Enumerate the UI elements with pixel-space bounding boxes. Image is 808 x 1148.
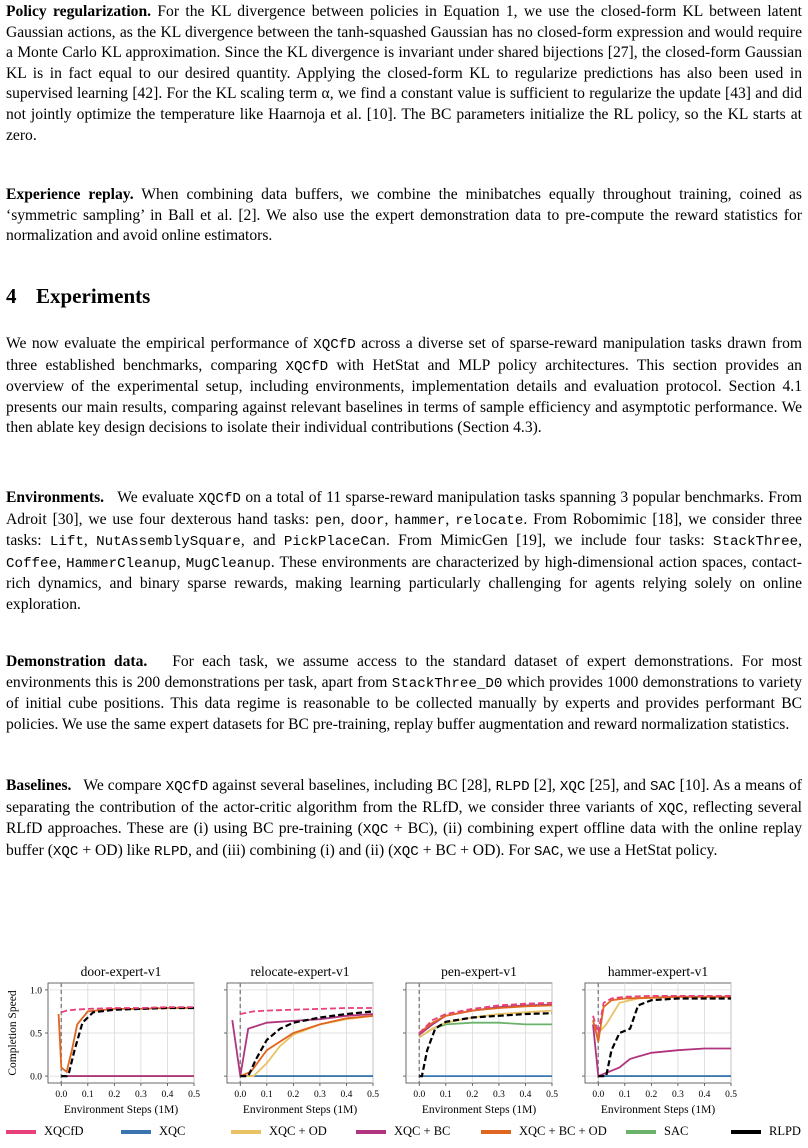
legend-label: RLPD [769,1124,801,1138]
x-tick-label: 0.2 [466,1090,479,1100]
x-axis-label: Environment Steps (1M) [63,1104,179,1116]
task-name: hammer [394,512,446,529]
method-name: XQC [362,822,389,839]
paragraph-title: Demonstration data. [6,653,148,670]
task-name: Lift [49,534,84,551]
text-span: For each task, we assume access to the standard dataset of expert demonstrations. For most environments this is 200 demonstrations per task, apart from [6,653,802,691]
task-name: door [350,512,385,529]
method-name: SAC [533,843,560,860]
text-span: [25], and [585,777,651,794]
text-span: . These environments are characterized by high-dimensional action spaces, contact-rich dynamics, and binary sparse rewards, making learning particularly challenging for agents relying solely on online exploration. [6,553,802,613]
paragraph-title: Environments. [6,489,105,506]
x-tick-label: 0.3 [313,1090,326,1100]
task-name: relocate [455,512,524,529]
panel-title: relocate-expert-v1 [250,964,350,979]
legend-label: SAC [664,1124,689,1138]
text-span: and [253,532,284,550]
figure-legend [0,1124,808,1142]
paragraph-title: Experience replay. [6,186,134,203]
y-tick-label: 1.0 [30,986,42,997]
x-tick-label: 0.5 [546,1090,558,1100]
x-tick-label: 0.0 [55,1090,68,1100]
text-span: on a total of 11 sparse-reward manipulation tasks spanning 3 popular benchmarks. From Adroit [30], we use four dexterous hand tasks: [6,489,802,528]
method-name: RLPD [495,779,530,795]
text-span: . From Robomimic [18], we consider three tasks: [6,510,803,550]
text-span: We evaluate [117,489,199,506]
method-name: XQC [658,800,684,817]
legend-swatch [121,1130,151,1134]
legend-item [731,1124,801,1139]
y-axis-label: Completion Speed [7,990,19,1076]
paragraph-title: Policy regularization. [6,3,152,20]
method-name: XQCfD [313,337,356,353]
y-tick-label: 0.5 [30,1029,42,1040]
method-name: XQC [52,843,79,860]
legend-label: XQC + BC + OD [519,1124,607,1138]
x-tick-label: 0.1 [260,1090,273,1100]
task-name: PickPlaceCan [283,534,386,551]
panel-title: pen-expert-v1 [441,964,517,979]
paragraph-title: Baselines. [6,777,72,794]
environments-paragraph: Environments. We evaluate XQCfD on a total of 11 sparse-reward manipulation tasks spanning 3 popular benchmarks. From Adroit [30], we use four dexterous hand tasks: pen, door, hammer, relocate. From Robomimic [18], we consider three tasks: Lift, NutAssemblySquare, and PickPlaceCan. From MimicGen [19], we include four tasks: StackThree, Coffee, HammerCleanup, MugCleanup. These environments are characterized by high-dimensional action spaces, contact-rich dynamics, and binary sparse rewards, making learning particularly challenging for agents relying solely on online exploration. [6,489,803,613]
task-name: Coffee [6,555,58,572]
x-tick-label: 0.5 [367,1090,379,1100]
method-name: XQCfD [198,491,241,507]
x-tick-label: 0.4 [519,1090,532,1100]
x-axis-label: Environment Steps (1M) [242,1104,358,1116]
experience-replay-paragraph [6,185,802,247]
text-span: We compare [79,777,166,794]
x-tick-label: 0.1 [618,1090,631,1100]
text-span: , and (iii) combining (i) and (ii) ( [188,841,394,859]
legend-label: XQCfD [44,1124,84,1138]
paragraph-text: For the KL divergence between policies in Equation 1, we use the closed-form KL between latent Gaussian actions, as the KL divergence between the tanh-squashed Gaussian has no closed-form expression and would require a Monte Carlo KL approximation. Since the KL divergence is invariant under shared bijections [27], the closed-form Gaussian KL is in fact equal to our desired quantity. Applying the closed-form KL to regularize predictions has also been used in supervised learning [42]. For the KL scaling term α, we find a constant value is sufficient to regularize the update [43] and did not jointly optimize the temperature like Haarnoja et al. [10]. The BC parameters initialize the RL policy, so the KL starts at zero. [6,3,802,144]
x-tick-label: 0.1 [81,1090,94,1100]
method-name: XQCfD [285,358,329,375]
paragraph-text: When combining data buffers, we combine the minibatches equally throughout training, coined as ‘symmetric sampling’ in Ball et al. [2]. We also use the expert demonstration data to pre-compute the reward statistics for normalization and avoid online estimators. [6,186,802,245]
legend-item [231,1124,327,1139]
legend-item [626,1124,688,1139]
x-tick-label: 0.5 [188,1090,200,1100]
panel-title: door-expert-v1 [80,964,162,979]
task-name: StackThree_D0 [391,675,503,692]
legend-swatch [356,1130,386,1134]
y-tick-label: 0.0 [30,1072,42,1083]
x-tick-label: 0.2 [287,1090,300,1100]
text-span: across a diverse set of sparse-reward manipulation tasks drawn from three established benchmarks, comparing [6,335,803,374]
legend-item [121,1124,185,1139]
section-number: 4 [6,284,17,308]
legend-item [6,1124,84,1139]
legend-label: XQC [159,1124,186,1138]
legend-label: XQC + OD [269,1124,327,1138]
legend-label: XQC + BC [394,1124,451,1138]
task-name: NutAssemblySquare [96,534,241,551]
experiments-intro-paragraph [6,334,802,439]
text-span: [10]. As a means of separating the contribution of the actor-critic algorithm from the RLfD, we consider three variants of [6,777,802,816]
method-name: XQCfD [165,779,209,795]
policy-regularization-paragraph [6,2,802,146]
demonstration-data-paragraph [6,652,802,735]
legend-item [481,1124,607,1139]
x-tick-label: 0.4 [161,1090,174,1100]
legend-swatch [6,1130,36,1134]
text-span: + BC), (ii) combining expert offline data with the online replay buffer ( [6,820,802,859]
x-tick-label: 0.2 [108,1090,121,1100]
x-tick-label: 0.2 [645,1090,658,1100]
text-span: , reflecting several RLfD approaches. These are (i) using BC pre-training ( [6,798,803,838]
baselines-paragraph [6,776,802,862]
x-tick-label: 0.0 [592,1090,605,1100]
section-title: Experiments [36,284,151,308]
x-tick-label: 0.3 [671,1090,684,1100]
section-heading [6,284,150,309]
task-name: MugCleanup [185,555,271,572]
method-name: SAC [650,779,676,795]
text-span: [2], [529,777,560,794]
x-tick-label: 0.4 [340,1090,353,1100]
x-tick-label: 0.0 [413,1090,426,1100]
x-axis-label: Environment Steps (1M) [421,1104,537,1116]
legend-swatch [481,1130,511,1134]
text-span: We now evaluate the empirical performance of [6,335,314,352]
text-span: which provides 1000 demonstrations to variety of initial cube positions. This data regime is reasonable to be collected manually by experts and provides performant BC policies. We use the same expert datasets for BC pre-training, replay buffer augmentation and reward normalization statistics. [6,673,802,733]
task-name: pen [315,512,341,529]
legend-swatch [626,1130,656,1134]
method-name: XQC [393,843,419,860]
legend-item [356,1124,450,1139]
results-figure [0,950,808,1148]
text-span: , we use a HetStat policy. [559,841,718,859]
text-span: + OD) like [78,841,154,859]
task-name: HammerCleanup [66,555,177,572]
x-tick-label: 0.3 [492,1090,505,1100]
x-tick-label: 0.1 [439,1090,452,1100]
method-name: RLPD [153,843,189,860]
x-tick-label: 0.0 [234,1090,247,1100]
text-span: against several baselines, including BC [28], [208,777,496,794]
legend-swatch [731,1130,761,1134]
task-name: StackThree [712,534,799,551]
method-name: XQC [559,779,586,795]
x-axis-label: Environment Steps (1M) [600,1104,716,1116]
text-span: with HetStat and MLP policy architectures. This section provides an overview of the experimental setup, including environments, implementation details and evaluation protocol. Section 4.1 presents our main results, comparing against relevant baselines in terms of sample efficiency and asymptotic performance. We then ablate key design decisions to isolate their individual contributions (Section 4.3). [6,356,802,437]
text-span: + BC + OD). For [418,841,534,859]
panel-title: hammer-expert-v1 [607,964,709,979]
x-tick-label: 0.5 [725,1090,737,1100]
x-tick-label: 0.3 [134,1090,147,1100]
legend-swatch [231,1130,261,1134]
x-tick-label: 0.4 [698,1090,711,1100]
text-span: . From MimicGen [19], we include four tasks: [385,532,713,550]
